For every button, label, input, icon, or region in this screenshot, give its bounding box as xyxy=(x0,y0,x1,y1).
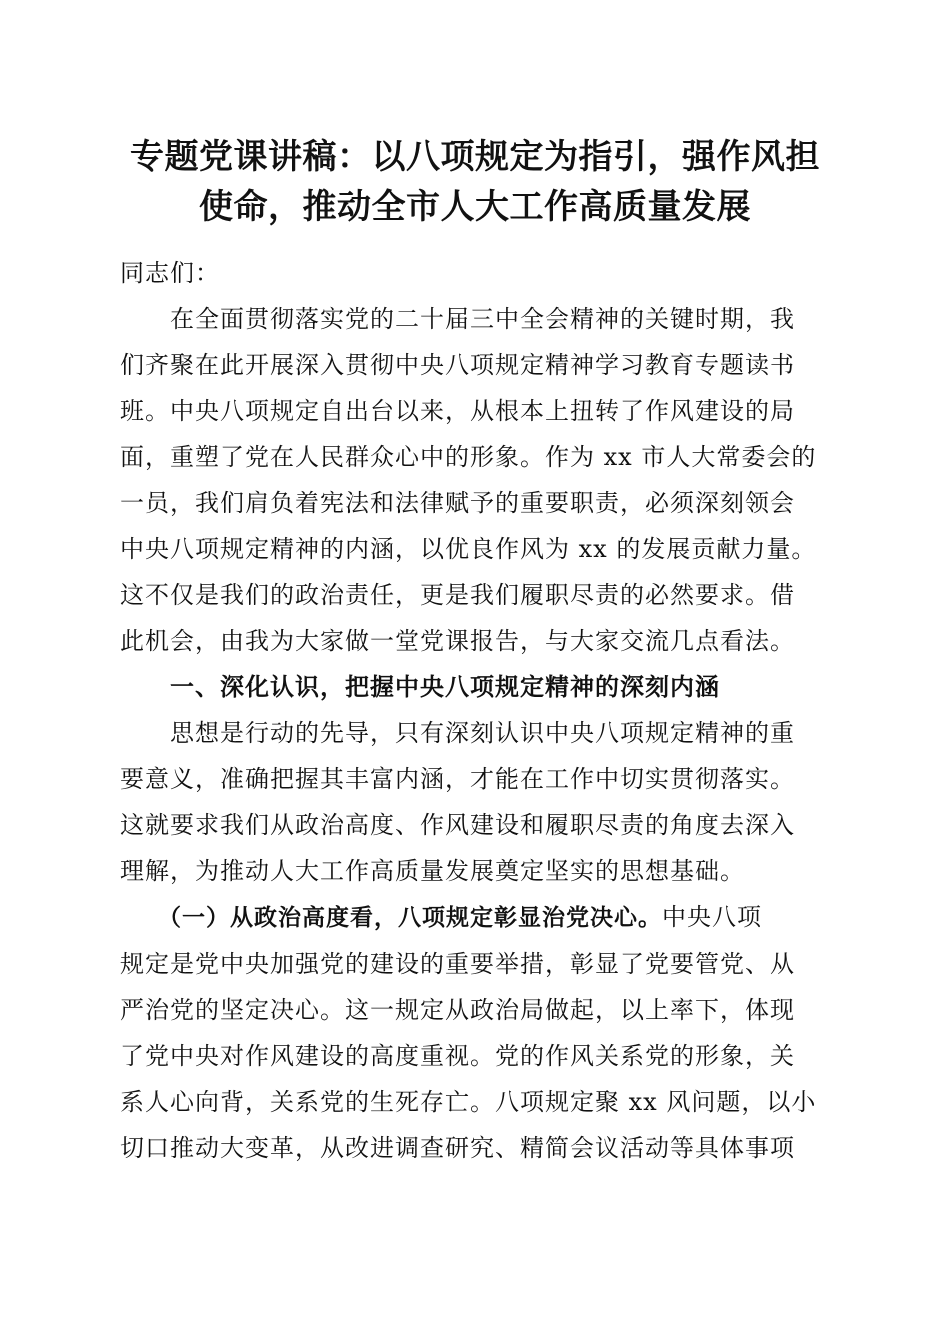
intro-line: 此机会，由我为大家做一堂党课报告，与大家交流几点看法。 xyxy=(120,627,795,655)
intro-line: 在全面贯彻落实党的二十届三中全会精神的关键时期，我 xyxy=(170,305,795,333)
document-title xyxy=(110,132,840,232)
salutation-text: 同志们： xyxy=(120,259,220,287)
title-line-2: 使命，推动全市人大工作高质量发展 xyxy=(199,187,751,227)
subsection-1-heading: （一）从政治高度看，八项规定彰显治党决心。 xyxy=(158,905,662,931)
document-body xyxy=(120,250,826,1171)
subsection-1-line: 系人心向背，关系党的生死存亡。八项规定聚 xx 风问题，以小 xyxy=(120,1088,817,1116)
intro-paragraph xyxy=(120,296,826,664)
intro-line: 这不仅是我们的政治责任，更是我们履职尽责的必然要求。借 xyxy=(120,581,795,609)
section-1-line: 要意义，准确把握其丰富内涵，才能在工作中切实贯彻落实。 xyxy=(120,765,795,793)
intro-line: 们齐聚在此开展深入贯彻中央八项规定精神学习教育专题读书 xyxy=(120,351,795,379)
subsection-1-paragraph xyxy=(120,894,826,1171)
intro-line: 班。中央八项规定自出台以来，从根本上扭转了作风建设的局 xyxy=(120,397,795,425)
section-1-line: 理解，为推动人大工作高质量发展奠定坚实的思想基础。 xyxy=(120,857,745,885)
subsection-1-first-line xyxy=(120,894,826,941)
section-1-heading: 一、深化认识，把握中央八项规定精神的深刻内涵 xyxy=(170,673,720,701)
section-1-line: 这就要求我们从政治高度、作风建设和履职尽责的角度去深入 xyxy=(120,811,795,839)
intro-line: 中央八项规定精神的内涵，以优良作风为 xx 的发展贡献力量。 xyxy=(120,535,817,563)
intro-line: 一员，我们肩负着宪法和法律赋予的重要职责，必须深刻领会 xyxy=(120,489,795,517)
subsection-1-line: 规定是党中央加强党的建设的重要举措，彰显了党要管党、从 xyxy=(120,950,795,978)
section-1-paragraph xyxy=(120,710,826,894)
subsection-1-first-line-rest: 中央八项 xyxy=(662,903,762,931)
subsection-1-line: 了党中央对作风建设的高度重视。党的作风关系党的形象，关 xyxy=(120,1042,795,1070)
title-line-1: 专题党课讲稿：以八项规定为指引，强作风担 xyxy=(130,137,820,177)
section-1-line: 思想是行动的先导，只有深刻认识中央八项规定精神的重 xyxy=(170,719,795,747)
intro-line: 面，重塑了党在人民群众心中的形象。作为 xx 市人大常委会的 xyxy=(120,443,817,471)
salutation xyxy=(120,250,826,296)
section-1-heading-paragraph xyxy=(120,664,826,710)
subsection-1-line: 严治党的坚定决心。这一规定从政治局做起，以上率下，体现 xyxy=(120,996,795,1024)
subsection-1-line: 切口推动大变革，从改进调查研究、精简会议活动等具体事项 xyxy=(120,1134,795,1162)
